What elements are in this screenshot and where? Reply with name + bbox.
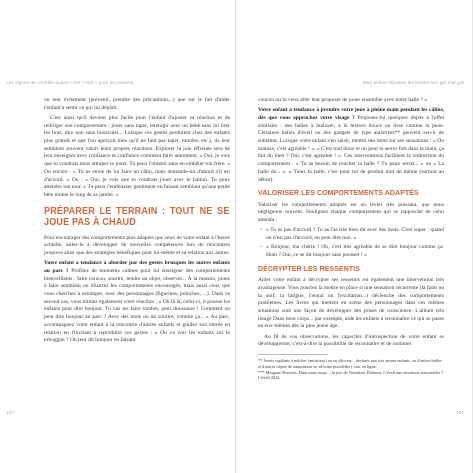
right-bold-lead: Votre enfant a tendance à prendre votre joue à pleine main pendant les câlins, dès que vous approchez votre visage ? [258, 107, 444, 121]
left-paragraph-4 [44, 260, 230, 345]
right-page [236, 0, 472, 473]
left-running-head: Les signes de contrôle quand c'est « non » pour les parents [6, 80, 134, 85]
right-bold-lead-rest: Proposez-lui quelques objets à l'effet similaire : des balles à malaxer, à la texture douce ou lisse comme la peau. Certaines balles d'éveil ou des gadgets de type antistress** peuvent servir de substitut. Lorsque votre enfant s'en saisit, mettez des mots sur ses sensations : « On malaxe, c'est agréable ! », « C'est tout doux et on peut le serrer fort dans la main, ça fait du bien ? Oui, c'est agréable ! ». Ces interventions facilitent la redirection du comportement : « Tu as besoin de toucher la balle ? Tu peux serrer... » ou « La balle de... ». « Tiens la balle, c'est pour toi de produit tout de même (surtout au début). [258, 114, 444, 183]
left-page-number: 100 [6, 411, 15, 416]
footnote-2: *** Morgane Sherwin, Dans mon corps..., la joie de l'émotion, Éditions. L'éveil aux émotions sensorielles ? L'éveil 2022. [258, 369, 444, 381]
right-paragraph-3: Valoriser les comportements adaptés est un levier très puissant, que nous négligeons souvent. Soulignez chaque comportement qui se rapproche de celui attendu : [258, 201, 444, 224]
left-bold-lead: Votre enfant a tendance à aborder par des gestes brusques les autres enfants au parc ? [44, 260, 230, 274]
right-running-head: Mon enfant dépasse les limites bon gré mal gré [362, 80, 464, 85]
right-text-column [258, 97, 444, 381]
footnotes [258, 358, 444, 381]
right-paragraph-4: Aider votre enfant à décrypter ses ressentis est également une intervention très avantageuse. Vous pourrez la mettre en place si une sensation récurrente (la faim ou la soif, la fatigue, l'ennui ou l'excitation...) déclenche des comportements problèmes. Les livres qui mettent en scène des personnages dans ces mêmes situations sont une façon de développer des prises de conscience. L'album très imagé Dans mon corps... par exemple, aide les enfants à reconnaître ce qui se passe en eux-mêmes dès la plus jeune âge. [258, 277, 444, 330]
right-bullet-item: • « Bonjour, ma chérie ! Oh, c'est très agréable de se dire bonjour comme ça. Hum ? Oui, ce se dit bonjour sans pousser ! » [266, 244, 444, 259]
right-paragraph-5: Au fil de vos observations, les capacités d'introspection de votre enfant se développeront, c'est-à-dire la possibilité de reconnaître et de nommer [258, 333, 444, 348]
left-text-column [44, 97, 230, 347]
left-paragraph-2: C'est ainsi qu'il devient plus facile pour l'enfant d'ajuster sa réaction et de rediriger son comportement : jouer sans taper, interagir avec un bébé sans lui tirer les bras, dire non sans bousculer... Lorsque ces gestes perdurent chez des enfants plus grands et que l'on aperçoit bien qu'il ne faut pas taper, mordre, etc.), ils leur semblent souvent valoir leurs propres réactions. Explorer la joie effrénée sera de leur enseigner avec confiance et confiance comment faire autrement. « Oui, je vois que tu voudrais nous attraper le jouet. Tu peux l'obtenir sans en embêter ton frère. » Ou encore : « Tu as envie de lui faire un câlin, mais demande-lui d'abord s'il est d'accord. » Ou : « Oui, je vois que tu voudrais jouer avec le ballon. Tu peux attendre ton tour. » Tu peux l'embrasser gentiment en faisant semblant qu'une petite bête monte le long de sa jambe. » [44, 114, 230, 198]
right-section-heading-2: DÉCRYPTER LES RESSENTIS [258, 263, 361, 273]
right-paragraph-2 [258, 107, 444, 184]
right-bullet-item: • « Tu es pas d'accord ? Tu as l'as très bien dit avec des mots. C'est super : quand on n'est pas d'accord, on peut dire non. » [266, 227, 444, 242]
right-section-heading-1: VALORISER LES COMPORTEMENTS ADAPTÉS [258, 188, 419, 198]
left-page [0, 0, 236, 473]
right-page-number: 101 [455, 411, 464, 416]
right-paragraph-1: coucou ou tu veux aller leur proposer de jouer ensemble avec notre balle ? » [258, 97, 428, 103]
left-paragraph-3: Pour encourager des comportements plus adaptés que ceux de votre enfant à l'heure actuelle, aidez-le à développer de nouvelles compétences lors de rencontres propices ainsi que des stratégies bénéfiques pour lui-même et sa relation aux autres. [44, 234, 230, 257]
left-bold-lead-rest: Profitez de moments calmes pour lui enseigner des comportements bienveillants : faire coucou, sourire, tendre un objet, observer... À la maison, jouez à faire semblant ou illustrez les comportements encouragés, mais aussi ceux que vous cherchez à estomper, avec des personnages (figurines, peluches, ...). Dans ce second cas, vous mimez également votre réaction : « Oh là là, celui-ci, il pousse les enfants pour dire bonjour. Tu vas les faire tomber, petit dinosaure ! Comment on peut dire bonjour au parc ? Avec des mots ou un sourire, comme ça... » Au parc, accompagnez votre enfant à la rencontre d'autres enfants et guidez son entrée en relation en l'invitant à reproduire ces gestes : « On va voir les enfants sur le toboggan ? On leur dit bonjour en faisant [44, 267, 230, 344]
footnote-1: ** Jouets vigilants à mâcher (antistress) ou en silicone... destinés aux très jeunes enfants, ou d'autres balles et d'autres objets de stimulation en silicone (mordiller), voir en ligne. [258, 357, 442, 369]
left-paragraph-1: ou leur évitement (prévenir, prendre des précautions...) que sur le fait d'aider l'enfant à sentir ce qui lui déplaît. [44, 97, 230, 111]
left-section-heading: PRÉPARER LE TERRAIN : TOUT NE SE JOUE PAS À CHAUD [44, 204, 230, 229]
right-bullet-list [258, 227, 444, 259]
